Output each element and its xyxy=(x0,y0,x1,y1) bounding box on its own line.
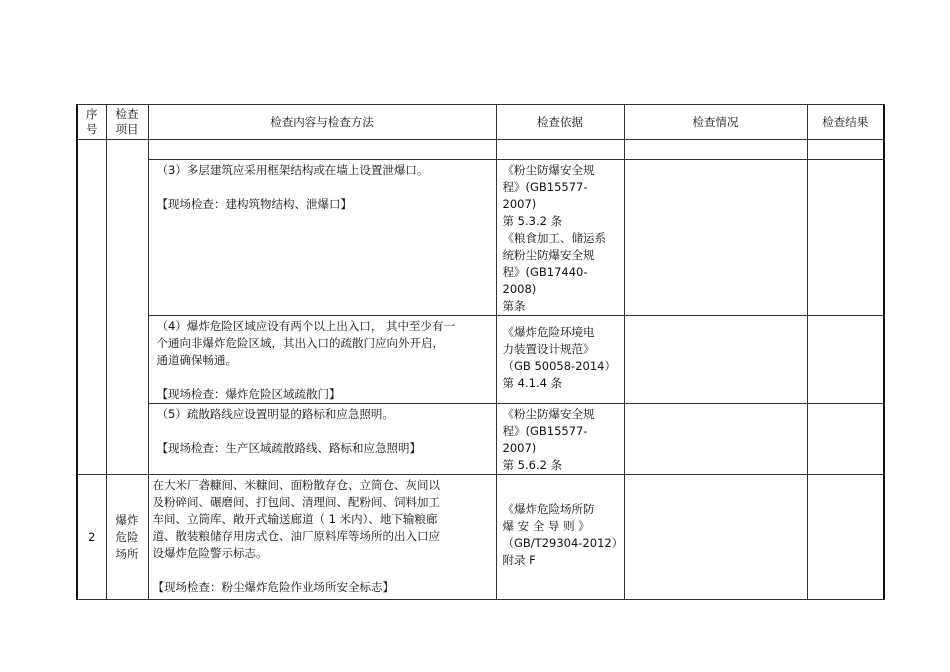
basis-line: （GB 50058-2014） xyxy=(502,359,616,373)
basis-line: 统粉尘防爆安全规 xyxy=(502,248,595,262)
cell-result xyxy=(807,475,884,600)
basis-line: 第条 xyxy=(502,299,526,313)
item-line: 危险 xyxy=(115,529,139,544)
header-content: 检查内容与检查方法 xyxy=(148,105,496,140)
cell-status xyxy=(624,404,807,475)
basis-line: 第 5.3.2 条 xyxy=(502,214,563,228)
cell-result xyxy=(807,316,884,404)
cell-basis xyxy=(496,316,624,404)
header-basis: 检查依据 xyxy=(496,105,624,140)
cell-status-empty xyxy=(624,140,807,160)
basis-line: 附录 F xyxy=(502,553,536,567)
table-row xyxy=(77,160,884,316)
header-no xyxy=(77,105,106,140)
cell-basis xyxy=(496,160,624,316)
cell-basis xyxy=(496,475,624,600)
cell-content-empty xyxy=(148,140,496,160)
basis-line: 《粉尘防爆安全规 xyxy=(502,163,595,177)
basis-line: 程》(GB17440-2008) xyxy=(502,265,588,296)
cell-content xyxy=(148,160,496,316)
basis-line: 第 5.6.2 条 xyxy=(502,458,563,472)
basis-line: 爆 安 全 导 则 》 xyxy=(502,519,590,533)
content-line: 车间、立筒库、敞开式输送廊道（ 1 米内）、地下输粮廊 xyxy=(152,512,438,526)
content-line: 在大米厂砻糠间、米糠间、面粉散存仓、立筒仓、灰间以 xyxy=(152,478,440,492)
cell-item-2 xyxy=(106,475,148,600)
table-row xyxy=(77,475,884,600)
content-line: 个通向非爆炸危险区域，其出入口的疏散门应向外开启， xyxy=(156,336,444,350)
basis-line: 程》(GB15577-2007) xyxy=(502,424,588,455)
content-line: 设爆炸危险警示标志。 xyxy=(152,546,268,560)
content-line: 道、散装粮储存用房式仓、油厂原料库等场所的出入口应 xyxy=(152,529,440,543)
content-line: （4）爆炸危险区域应设有两个以上出入口， 其中至少有一 xyxy=(156,319,455,333)
basis-line: 力装置设计规范》 xyxy=(502,342,595,356)
content-line: （3）多层建筑应采用框架结构或在墙上设置泄爆口。 xyxy=(156,163,429,177)
table-row-empty xyxy=(77,140,884,160)
basis-line: 《爆炸危险环境电 xyxy=(502,325,595,339)
table-row xyxy=(77,404,884,475)
content-line: 及粉碎间、碾磨间、打包间、清理间、配粉间、饲料加工 xyxy=(152,495,440,509)
cell-status xyxy=(624,160,807,316)
cell-result-empty xyxy=(807,140,884,160)
inspection-table xyxy=(76,104,885,600)
cell-no-2: 2 xyxy=(77,475,106,600)
table-header-row xyxy=(77,105,884,140)
header-item-text: 检查项目 xyxy=(115,107,139,136)
cell-basis xyxy=(496,404,624,475)
basis-line: （GB/T29304-2012） xyxy=(502,536,624,550)
header-no-text: 序号 xyxy=(86,107,98,136)
cell-content xyxy=(148,404,496,475)
basis-line: 《粉尘防爆安全规 xyxy=(502,407,595,421)
cell-content xyxy=(148,316,496,404)
content-line: 通道确保畅通。 xyxy=(156,353,237,367)
cell-result xyxy=(807,160,884,316)
header-status: 检查情况 xyxy=(624,105,807,140)
basis-line: 程》(GB15577-2007) xyxy=(502,180,588,211)
cell-status xyxy=(624,475,807,600)
cell-basis-empty xyxy=(496,140,624,160)
cell-status xyxy=(624,316,807,404)
item-line: 爆炸 xyxy=(115,512,139,527)
basis-line: 《爆炸危险场所防 xyxy=(502,502,595,516)
basis-line: 《粮食加工、储运系 xyxy=(502,231,606,245)
cell-content xyxy=(148,475,496,600)
cell-no-1 xyxy=(77,140,106,475)
item-line: 场所 xyxy=(115,546,139,561)
method-line: 【现场检查：建构筑物结构、泄爆口】 xyxy=(156,197,352,211)
cell-item-1 xyxy=(106,140,148,475)
table-row xyxy=(77,316,884,404)
method-line: 【现场检查：爆炸危险区域疏散门】 xyxy=(156,387,341,401)
cell-result xyxy=(807,404,884,475)
content-line: （5）疏散路线应设置明显的路标和应急照明。 xyxy=(156,407,394,421)
method-line: 【现场检查：生产区域疏散路线、路标和应急照明】 xyxy=(156,441,421,455)
header-item xyxy=(106,105,148,140)
basis-line: 第 4.1.4 条 xyxy=(502,376,563,390)
header-result: 检查结果 xyxy=(807,105,884,140)
method-line: 【现场检查：粉尘爆炸危险作业场所安全标志】 xyxy=(152,580,394,594)
